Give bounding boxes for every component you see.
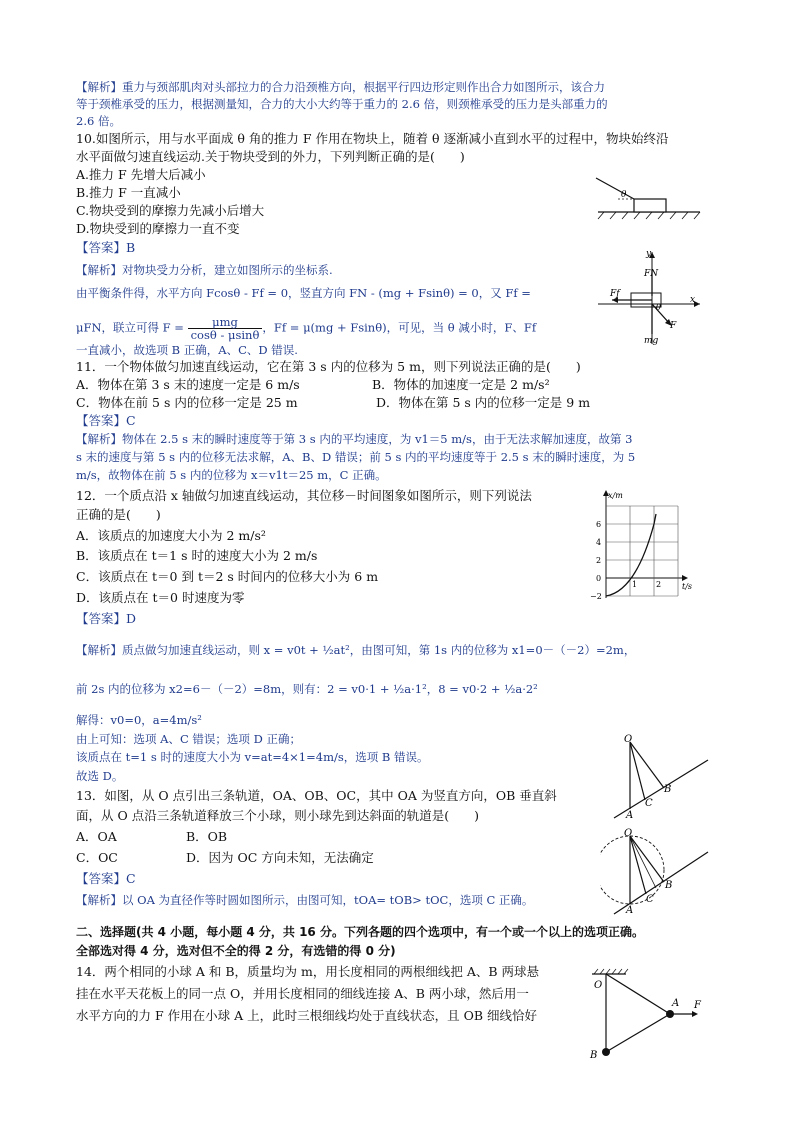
q13-o2-label: O <box>624 828 633 839</box>
q10-frac-num: μmg <box>188 316 263 329</box>
q12-ytick-0: 0 <box>596 574 602 583</box>
q12-stem-line1: 12．一个质点沿 x 轴做匀加速直线运动，其位移－时间图象如图所示，则下列说法 <box>76 488 532 503</box>
q11-explanation-line3: m/s，故物体在前 5 s 内的位移为 x＝v1t＝25 m，C 正确。 <box>76 468 387 482</box>
q10-figure-block <box>594 172 704 222</box>
q10-x-label: x <box>690 295 696 305</box>
q12-option-a: A．该质点的加速度大小为 2 m/s² <box>76 528 266 543</box>
q10-explanation-line4: 一直减小，故选项 B 正确，A、C、D 错误. <box>76 343 298 357</box>
q14-stem-line1: 14．两个相同的小球 A 和 B，质量均为 m，用长度相同的两根细线把 A、B 两球悬 <box>76 964 540 979</box>
q14-o-label: O <box>594 980 603 991</box>
section2-title-line1: 二、选择题(共 4 小题，每小题 4 分，共 16 分。下列各题的四个选项中，有一个或一个以上的选项正确。 <box>76 925 644 939</box>
q10-theta-label: θ <box>621 190 627 200</box>
q12-explanation-line1: 【解析】质点做匀加速直线运动，则 x = v0t + ½at²，由图可知，第 1s 内的位移为 x1=0－（－2）=2m， <box>76 643 636 657</box>
q10-option-c: C.物块受到的摩擦力先减小后增大 <box>76 203 265 218</box>
q13-a-label: A <box>626 810 634 821</box>
q12-xlabel: t/s <box>682 582 693 591</box>
q10-explanation-line1: 【解析】对物块受力分析，建立如图所示的坐标系. <box>76 263 333 277</box>
q11-option-b: B．物体的加速度一定是 2 m/s² <box>372 377 550 392</box>
q13-figure-circle <box>600 824 710 916</box>
q12-ytick-6: 6 <box>596 520 602 529</box>
q9-explanation-line1: 【解析】重力与颈部肌肉对头部拉力的合力沿颈椎方向，根据平行四边形定则作出合力如图所示，该合力 <box>76 80 605 94</box>
q10-answer: 【答案】B <box>76 240 136 255</box>
q13-b-label: B <box>664 784 672 795</box>
q12-ytick-neg2: −2 <box>590 592 602 601</box>
q12-option-b: B．该质点在 t＝1 s 时的速度大小为 2 m/s <box>76 548 318 563</box>
q11-option-a: A．物体在第 3 s 末的速度一定是 6 m/s <box>76 377 300 392</box>
q10-frac-den: cosθ - μsinθ <box>190 328 260 342</box>
q13-option-b: B．OB <box>186 829 228 844</box>
q10-fn-label: FN <box>644 269 659 279</box>
q13-answer: 【答案】C <box>76 871 136 886</box>
q12-ylabel: x/m <box>608 491 623 500</box>
q11-option-c: C．物体在前 5 s 内的位移一定是 25 m <box>76 395 298 410</box>
q10-option-d: D.物块受到的摩擦力一直不变 <box>76 221 240 236</box>
q10-ff-label: Ff <box>610 289 620 299</box>
q14-b-label: B <box>590 1050 598 1061</box>
q10-y-label: y <box>646 249 652 259</box>
q14-figure <box>586 966 706 1066</box>
q10-f-label: F <box>670 321 677 331</box>
q13-a2-label: A <box>626 905 634 916</box>
q12-option-d: D．该质点在 t＝0 时速度为零 <box>76 590 245 605</box>
q9-explanation-line3: 2.6 倍。 <box>76 114 121 128</box>
q10-figure-forces <box>596 248 706 346</box>
q13-c2-label: C <box>646 894 654 905</box>
q14-stem-line3: 水平方向的力 F 作用在小球 A 上，此时三根细线均处于直线状态，且 OB 细线恰好 <box>76 1008 537 1023</box>
q12-ytick-2: 2 <box>596 556 602 565</box>
q12-answer: 【答案】D <box>76 611 137 626</box>
q12-explanation-line3: 解得：v0=0，a=4m/s² <box>76 713 202 727</box>
q13-stem-line1: 13．如图，从 O 点引出三条轨道，OA、OB、OC，其中 OA 为竖直方向，OB 垂直斜 <box>76 788 557 803</box>
q13-option-c: C．OC <box>76 850 118 865</box>
q12-explanation-line4: 由上可知：选项 A、C 错误；选项 D 正确； <box>76 732 301 746</box>
q12-stem-line2: 正确的是( ) <box>76 507 161 522</box>
q10-exp-suffix: ，Ff = μ(mg + Fsinθ)，可见，当 θ 减小时，F、Ff <box>262 320 537 335</box>
q14-stem-line2: 挂在水平天花板上的同一点 O，并用长度相同的细线连接 A、B 两小球，然后用一 <box>76 986 529 1001</box>
q12-xt-graph <box>586 486 706 606</box>
q10-stem-line2: 水平面做匀速直线运动.关于物块受到的外力，下列判断正确的是( ) <box>76 149 465 164</box>
q12-explanation-line6: 故选 D。 <box>76 769 124 783</box>
q11-explanation-line2: s 末的速度与第 5 s 内的位移无法求解，A、B、D 错误；前 5 s 内的平均速度等于 2.5 s 末的瞬时速度，为 5 <box>76 450 636 464</box>
q10-explanation-line3 <box>76 316 536 341</box>
q13-option-a: A．OA <box>76 829 117 844</box>
section2-title-line2: 全部选对得 4 分，选对但不全的得 2 分，有选错的得 0 分) <box>76 944 396 958</box>
q10-fraction <box>188 316 263 341</box>
q13-figure-tracks <box>600 730 710 822</box>
q12-explanation-line2: 前 2s 内的位移为 x2=6－（－2）=8m，则有：2 = v0·1 + ½a·1²，8 = v0·2 + ½a·2² <box>76 682 538 696</box>
q10-option-a: A.推力 F 先增大后减小 <box>76 167 206 182</box>
q10-mg-label: mg <box>644 336 659 346</box>
q11-option-d: D．物体在第 5 s 内的位移一定是 9 m <box>376 395 591 410</box>
q13-c-label: C <box>645 798 653 809</box>
q12-option-c: C．该质点在 t＝0 到 t＝2 s 时间内的位移大小为 6 m <box>76 569 379 584</box>
q11-answer: 【答案】C <box>76 413 136 428</box>
q13-stem-line2: 面，从 O 点沿三条轨道释放三个小球，则小球先到达斜面的轨道是( ) <box>76 808 479 823</box>
q12-explanation-line5: 该质点在 t=1 s 时的速度大小为 v=at=4×1=4m/s，选项 B 错误。 <box>76 750 429 764</box>
q13-option-d: D．因为 OC 方向未知，无法确定 <box>186 850 374 865</box>
q13-explanation: 【解析】以 OA 为直径作等时圆如图所示，由图可知，tOA= tOB> tOC，选项 C 正确。 <box>76 893 534 907</box>
q13-o-label: O <box>624 734 633 745</box>
q14-a-label: A <box>672 998 680 1009</box>
q12-xtick-1: 1 <box>632 580 638 589</box>
q12-ytick-4: 4 <box>596 538 602 547</box>
q11-explanation-line1: 【解析】物体在 2.5 s 末的瞬时速度等于第 3 s 内的平均速度，为 v1＝5 m/s，由于无法求解加速度，故第 3 <box>76 432 633 446</box>
q10-exp-prefix: μFN，联立可得 F = <box>76 320 188 335</box>
q12-xtick-2: 2 <box>656 580 662 589</box>
q14-f-label: F <box>694 1000 701 1011</box>
q9-explanation-line2: 等于颈椎承受的压力，根据测量知，合力的大小大约等于重力的 2.6 倍，则颈椎承受的压力是头部重力的 <box>76 97 608 111</box>
q10-theta2-label: θ <box>656 303 661 312</box>
q13-b2-label: B <box>665 880 673 891</box>
q10-explanation-line2: 由平衡条件得，水平方向 Fcosθ - Ff = 0，竖直方向 FN - (mg + Fsinθ) = 0，又 Ff = <box>76 286 531 300</box>
q10-option-b: B.推力 F 一直减小 <box>76 185 181 200</box>
q11-stem: 11．一个物体做匀加速直线运动，它在第 3 s 内的位移为 5 m，则下列说法正确的是( ) <box>76 359 581 374</box>
q10-stem-line1: 10.如图所示，用与水平面成 θ 角的推力 F 作用在物块上，随着 θ 逐渐减小直到水平的过程中，物块始终沿 <box>76 131 669 146</box>
